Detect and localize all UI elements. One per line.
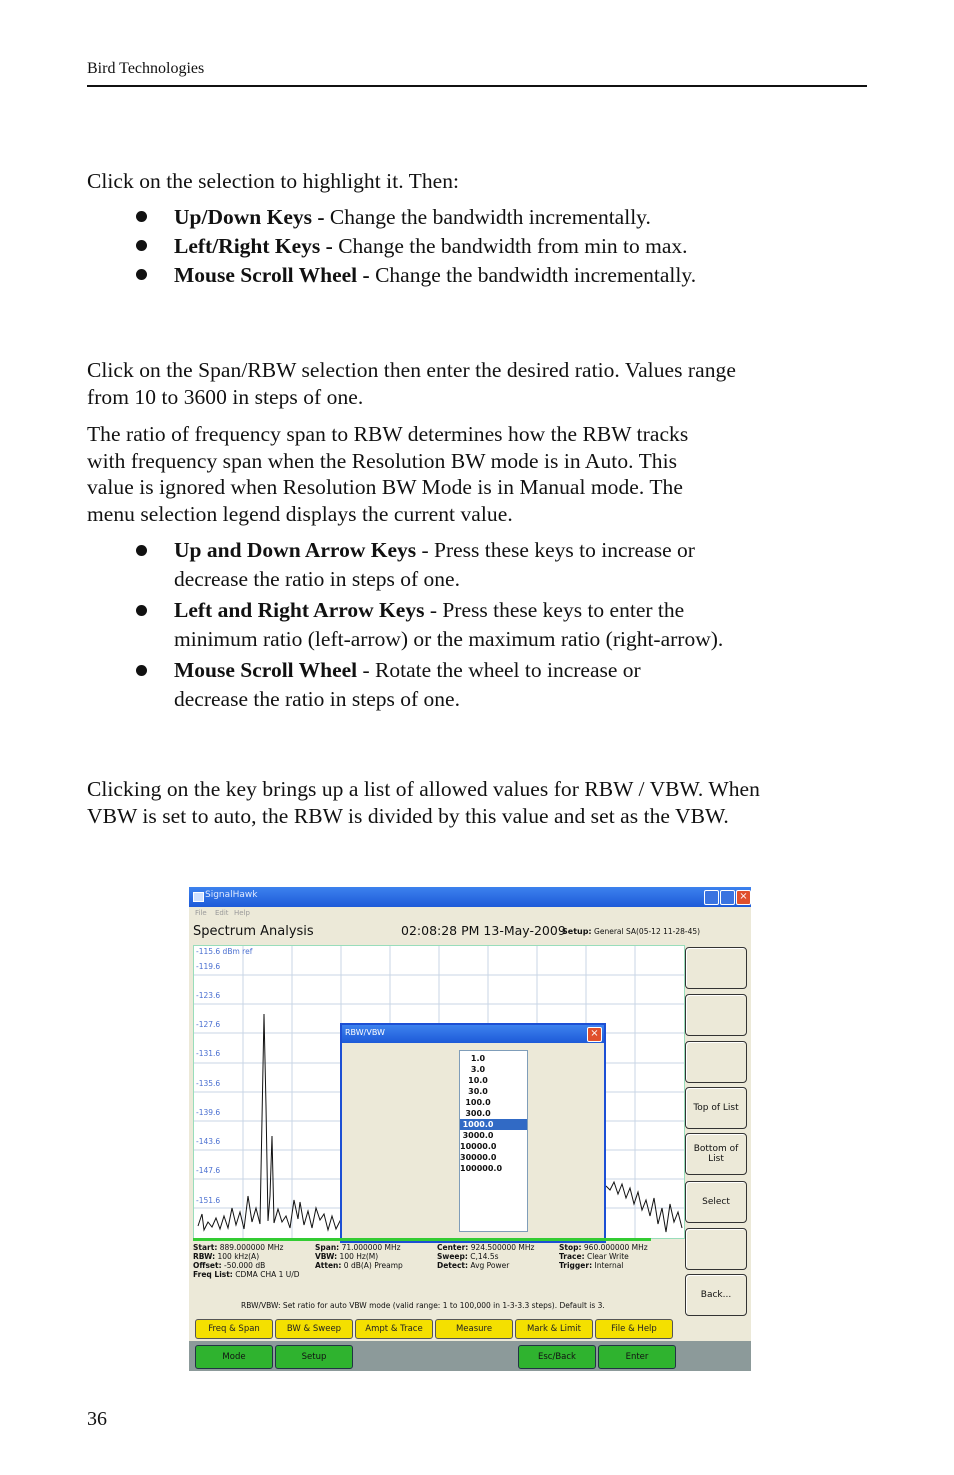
text-line: The ratio of frequency span to RBW determines how the RBW tracks	[87, 422, 689, 446]
y-axis-label: -123.6	[196, 991, 221, 1000]
maximize-icon[interactable]	[720, 890, 735, 905]
bottom-of-list-button[interactable]: Bottom of List	[685, 1133, 747, 1175]
mark-limit-button[interactable]: Mark & Limit	[515, 1319, 593, 1339]
menu-bar	[189, 907, 751, 920]
sweep-progress	[193, 1238, 651, 1241]
list-item[interactable]: 10.0	[468, 1076, 488, 1085]
bullet-term: Mouse Scroll Wheel	[174, 658, 358, 682]
span-rbw-paragraph	[87, 357, 877, 410]
list-item[interactable]: 100000.0	[460, 1164, 503, 1173]
dialog-titlebar	[342, 1025, 604, 1043]
text-line: from 10 to 3600 in steps of one.	[87, 384, 364, 409]
bullet-dot	[136, 545, 147, 556]
text-line: Click on the Span/RBW selection then enter the desired ratio. Values range	[87, 358, 736, 382]
setup-label: Setup:	[562, 927, 592, 936]
list-item[interactable]: 3.0	[470, 1065, 486, 1074]
back-button[interactable]: Back...	[685, 1274, 747, 1316]
esc-back-button[interactable]: Esc/Back	[518, 1345, 596, 1369]
list-item[interactable]: 10000.0	[460, 1142, 497, 1151]
setup-info	[562, 927, 700, 936]
measure-button[interactable]: Measure	[435, 1319, 513, 1339]
bullet-dot	[136, 211, 147, 222]
bullet-up-down-arrows	[174, 536, 874, 594]
hint-text: RBW/VBW: Set ratio for auto VBW mode (valid range: 1 to 100,000 in 1-3-3.3 steps). Default is 3.	[241, 1301, 605, 1310]
list-item[interactable]: 30.0	[468, 1087, 488, 1096]
running-header: Bird Technologies	[87, 60, 205, 77]
info-col2: Span: 71.000000 MHz VBW: 100 Hz(M) Atten: 0 dB(A) Preamp	[315, 1243, 403, 1270]
bullet-desc-cont: minimum ratio (left-arrow) or the maximum ratio (right-arrow).	[174, 627, 724, 651]
text-line: with frequency span when the Resolution BW mode is in Auto. This	[87, 448, 678, 473]
dialog-title: RBW/VBW	[345, 1028, 385, 1037]
bullet-scroll	[174, 261, 874, 290]
bw-sweep-button[interactable]: BW & Sweep	[275, 1319, 353, 1339]
bullet-dot	[136, 269, 147, 280]
minimize-icon[interactable]	[704, 890, 719, 905]
window-title: SignalHawk	[205, 890, 258, 900]
list-item[interactable]: 100.0	[465, 1098, 491, 1107]
ratio-paragraph	[87, 421, 877, 527]
intro-paragraph: Click on the selection to highlight it. Then:	[87, 169, 460, 193]
mode-button[interactable]: Mode	[195, 1345, 273, 1369]
rbw-vbw-paragraph	[87, 776, 877, 829]
y-axis-label: -127.6	[196, 1020, 221, 1029]
app-icon	[193, 892, 204, 902]
enter-button[interactable]: Enter	[598, 1345, 676, 1369]
softkey-1[interactable]	[685, 947, 747, 989]
y-axis-label: -147.6	[196, 1166, 221, 1175]
bullet-left-right-arrows	[174, 596, 874, 654]
rbw-vbw-dialog	[340, 1023, 606, 1243]
bullet-desc: - Press these keys to increase or	[416, 538, 695, 562]
bullet-term: Mouse Scroll Wheel -	[174, 263, 376, 287]
y-axis-label: -131.6	[196, 1049, 221, 1058]
ampt-trace-button[interactable]: Ampt & Trace	[355, 1319, 433, 1339]
bullet-scroll-wheel	[174, 656, 874, 714]
list-item[interactable]: 3000.0	[462, 1131, 494, 1140]
bullet-term: Left/Right Keys -	[174, 234, 339, 258]
text-line: VBW is set to auto, the RBW is divided by this value and set as the VBW.	[87, 803, 729, 828]
menu-edit[interactable]: Edit	[215, 909, 229, 917]
bullet-term: Left and Right Arrow Keys	[174, 598, 425, 622]
softkey-7[interactable]	[685, 1228, 747, 1270]
bullet-desc: Change the bandwidth incrementally.	[329, 205, 651, 229]
bullet-term: Up and Down Arrow Keys	[174, 538, 417, 562]
softkey-2[interactable]	[685, 994, 747, 1036]
rbw-vbw-listbox[interactable]	[459, 1050, 528, 1232]
text-line: Clicking on the key brings up a list of allowed values for RBW / VBW. When	[87, 777, 760, 801]
setup-value: General SA(05-12 11-28-45)	[594, 927, 701, 936]
signalhawk-screenshot	[189, 887, 751, 1371]
bullet-desc-cont: decrease the ratio in steps of one.	[174, 567, 460, 591]
timestamp: 02:08:28 PM 13-May-2009	[401, 923, 566, 938]
close-icon[interactable]: ×	[736, 890, 751, 905]
bullet-desc: Change the bandwidth incrementally.	[375, 263, 697, 287]
text-line: menu selection legend displays the current value.	[87, 501, 513, 526]
page-number: 36	[87, 1408, 107, 1430]
bullet-desc: - Press these keys to enter the	[424, 598, 685, 622]
y-axis-label: -119.6	[196, 962, 221, 971]
bullet-desc-cont: decrease the ratio in steps of one.	[174, 687, 460, 711]
trace-line-right	[606, 1182, 682, 1232]
top-of-list-button[interactable]: Top of List	[685, 1087, 747, 1129]
y-axis-label: -135.6	[196, 1079, 221, 1088]
text-line: value is ignored when Resolution BW Mode is in Manual mode. The	[87, 475, 683, 499]
y-axis-label: -151.6	[196, 1196, 221, 1205]
bullet-left-right	[174, 232, 874, 261]
list-item[interactable]: 1.0	[470, 1054, 486, 1063]
bullet-desc: - Rotate the wheel to increase or	[357, 658, 641, 682]
setup-button[interactable]: Setup	[275, 1345, 353, 1369]
softkey-3[interactable]	[685, 1041, 747, 1083]
window-titlebar	[189, 887, 751, 907]
menu-file[interactable]: File	[195, 909, 207, 917]
y-axis-label: -143.6	[196, 1137, 221, 1146]
file-help-button[interactable]: File & Help	[595, 1319, 673, 1339]
freq-span-button[interactable]: Freq & Span	[195, 1319, 273, 1339]
list-item[interactable]: 300.0	[465, 1109, 491, 1118]
header-rule	[87, 85, 867, 87]
menu-help[interactable]: Help	[234, 909, 250, 917]
bullet-dot	[136, 605, 147, 616]
bullet-dot	[136, 665, 147, 676]
bullet-desc: Change the bandwidth from min to max.	[338, 234, 688, 258]
y-axis-label: -139.6	[196, 1108, 221, 1117]
mode-title: Spectrum Analysis	[193, 924, 314, 939]
list-item[interactable]: 30000.0	[460, 1153, 497, 1162]
dialog-close-icon[interactable]: ×	[587, 1027, 602, 1042]
y-axis-label: -115.6 dBm ref	[196, 947, 253, 956]
bullet-term: Up/Down Keys -	[174, 205, 330, 229]
bullet-up-down	[174, 203, 874, 232]
info-col1: Start: 889.000000 MHz RBW: 100 kHz(A) Offset: -50.000 dB Freq List: CDMA CHA 1 U/D	[193, 1243, 300, 1279]
info-col3: Center: 924.500000 MHz Sweep: C,14.5s Detect: Avg Power	[437, 1243, 535, 1270]
list-item-selected[interactable]: 1000.0	[460, 1119, 527, 1130]
select-button[interactable]: Select	[685, 1181, 747, 1223]
bullet-dot	[136, 240, 147, 251]
info-col4: Stop: 960.000000 MHz Trace: Clear Write Trigger: Internal	[559, 1243, 648, 1270]
